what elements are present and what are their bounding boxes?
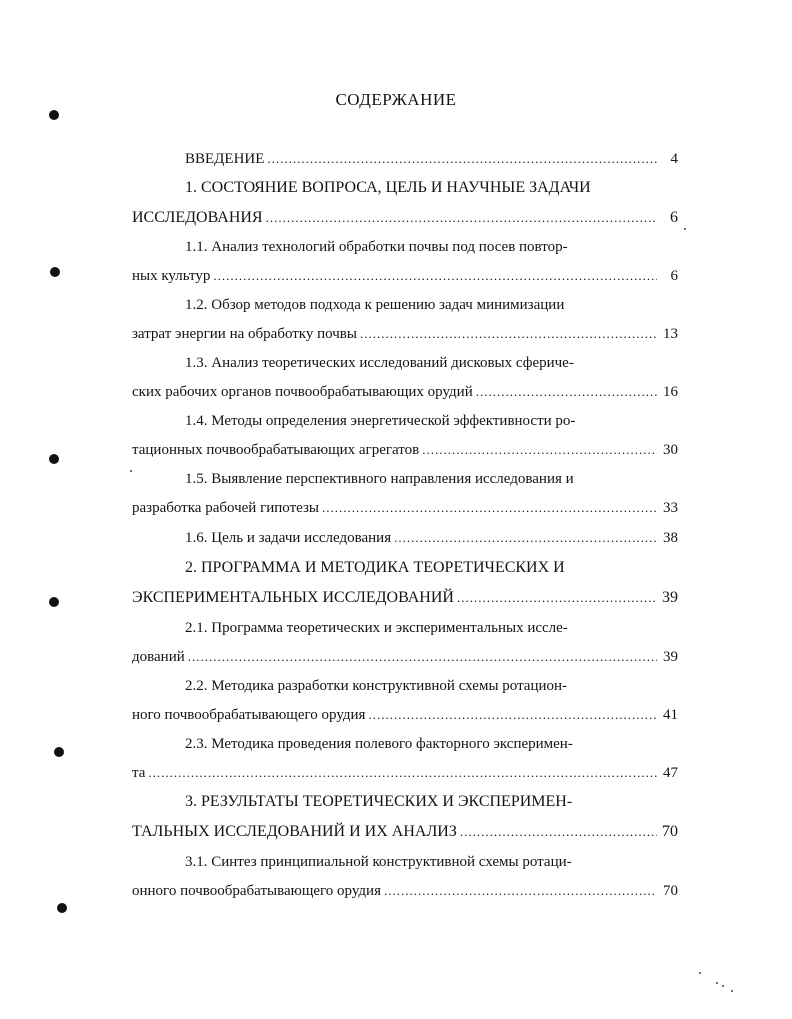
toc-line [132,265,678,287]
toc-line [132,791,678,813]
toc-text: ТАЛЬНЫХ ИССЛЕДОВАНИЙ И ИХ АНАЛИЗ [132,823,457,840]
toc-page: 41 [663,707,678,723]
dot-leader [360,323,657,345]
toc-page: 16 [663,384,678,400]
toc-page: 30 [663,442,678,458]
toc-text: та [132,765,146,781]
toc-page: 13 [663,326,678,342]
page-title: СОДЕРЖАНИЕ [335,90,457,109]
toc-line [132,851,678,873]
toc-line [132,294,678,316]
toc-text: онного почвообрабатывающего орудия [132,883,381,899]
toc-text: 2.2. Методика разработки конструктивной схемы ротацион- [185,678,568,694]
toc-page: 38 [663,530,678,546]
toc-line [132,880,678,902]
dot-leader [384,880,657,902]
dot-leader [368,704,657,726]
binder-hole-mark [57,903,67,913]
binder-hole-mark [49,454,59,464]
binder-hole-mark [49,110,59,120]
toc-text: 1.5. Выявление перспективного направления исследования и [185,471,574,487]
toc-line [132,148,678,170]
toc-line [132,439,678,461]
toc-text: затрат энергии на обработку почвы [132,326,357,342]
dot-leader [322,497,657,519]
dot-leader [460,821,657,843]
toc-page: 6 [670,209,678,226]
dot-leader [266,207,657,229]
toc-text: 1.1. Анализ технологий обработки почвы под посев повтор- [185,239,568,255]
toc-line [132,352,678,374]
toc-text: ских рабочих органов почвообрабатывающих орудий [132,384,473,400]
toc-line [132,410,678,432]
toc-line [132,821,678,843]
toc-text: разработка рабочей гипотезы [132,500,319,516]
toc-line [132,587,678,609]
toc-text: 3. РЕЗУЛЬТАТЫ ТЕОРЕТИЧЕСКИХ И ЭКСПЕРИМЕН- [185,793,573,810]
toc-text: 2.3. Методика проведения полевого факторного эксперимен- [185,736,573,752]
scan-speck [731,990,733,992]
dot-leader [213,265,657,287]
toc-line [132,704,678,726]
toc-text: ного почвообрабатывающего орудия [132,707,366,723]
toc-text: ЭКСПЕРИМЕНТАЛЬНЫХ ИССЛЕДОВАНИЙ [132,589,454,606]
toc-text: 1. СОСТОЯНИЕ ВОПРОСА, ЦЕЛЬ И НАУЧНЫЕ ЗАДАЧИ [185,179,591,196]
toc-line [132,381,678,403]
toc-page: 39 [662,589,678,606]
scan-speck [716,982,718,984]
dot-leader [422,439,657,461]
toc-line [132,675,678,697]
dot-leader [457,587,657,609]
toc-line [132,236,678,258]
toc-line [132,497,678,519]
toc-text: ВВЕДЕНИЕ [185,151,265,167]
toc-text: ных культур [132,268,211,284]
toc-page: 70 [663,883,678,899]
toc-line [132,177,678,199]
toc-line [132,527,678,549]
toc-line [132,646,678,668]
toc-text: 1.3. Анализ теоретических исследований дисковых сфериче- [185,355,574,371]
toc-line [132,762,678,784]
dot-leader [267,148,657,170]
toc-text: 1.6. Цель и задачи исследования [185,530,392,546]
toc-line [132,468,678,490]
toc-text: ИССЛЕДОВАНИЯ [132,209,263,226]
binder-hole-mark [50,267,60,277]
toc-text: 2. ПРОГРАММА И МЕТОДИКА ТЕОРЕТИЧЕСКИХ И [185,559,565,576]
binder-hole-mark [49,597,59,607]
binder-hole-mark [54,747,64,757]
toc-line [132,323,678,345]
scan-speck [130,470,132,472]
toc-text: 1.4. Методы определения энергетической эффективности ро- [185,413,576,429]
scan-speck [684,228,686,230]
toc-text: 3.1. Синтез принципиальной конструктивной схемы ротаци- [185,854,572,870]
toc-text: 2.1. Программа теоретических и экспериментальных иссле- [185,620,568,636]
dot-leader [476,381,657,403]
toc-text: 1.2. Обзор методов подхода к решению задач минимизации [185,297,565,313]
toc-text: дований [132,649,185,665]
toc-line [132,617,678,639]
toc-text: тационных почвообрабатывающих агрегатов [132,442,420,458]
toc-page: 39 [663,649,678,665]
toc-line [132,207,678,229]
dot-leader [148,762,657,784]
toc-page: 4 [670,151,678,167]
toc-line [132,733,678,755]
toc-page: 6 [670,268,678,284]
toc-page: 70 [662,823,678,840]
toc-page: 33 [663,500,678,516]
scan-speck [699,972,701,974]
toc-line [132,557,678,579]
toc-page: 47 [663,765,678,781]
dot-leader [188,646,657,668]
scan-speck [722,985,724,987]
dot-leader [394,527,657,549]
